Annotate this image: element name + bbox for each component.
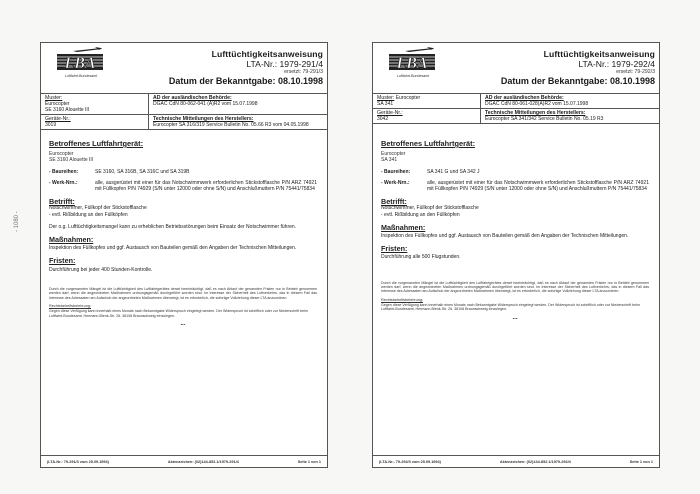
betrifft-line-1: Notschwimmer, Füllkopf der Stickstofflasche	[381, 205, 479, 212]
fristen-text: Durchführung bei jeder 400 Stunden-Kontrolle.	[49, 266, 153, 273]
document-page-right	[372, 42, 660, 468]
muster-cell	[41, 94, 149, 114]
title-block	[169, 49, 323, 86]
document-footer	[373, 455, 659, 467]
document-body	[49, 141, 317, 327]
svg-text:LBA: LBA	[396, 55, 428, 72]
geraete-cell	[41, 115, 149, 129]
fristen-heading: Fristen:	[381, 244, 408, 254]
betrifft-line-2: - evtl. Rißbildung an den Füllköpfen	[381, 211, 460, 218]
lba-logo	[55, 47, 107, 78]
replaces-number: ersetzt: 79-292/3	[616, 69, 655, 75]
tech-label: Technische Mitteilungen des Herstellers:	[153, 116, 254, 122]
replaces-number: ersetzt: 79-291/3	[284, 69, 323, 75]
fristen-text: Durchführung alle 500 Flugstunden.	[381, 254, 461, 261]
baureihen-row	[381, 169, 649, 175]
fristen-heading: Fristen:	[49, 256, 76, 266]
rechtsbehelf-text: Gegen diese Verfügung kann innerhalb eines Monats nach Bekanntgabe Widerspruch eingelegt werden. Der Widerspruch ist schriftlich oder zur Niederschrift beim Luftfahrt-Bundesamt, Hermann-Blenk-Str. 26, 38108 Braunschweig einzulegen.	[381, 303, 640, 312]
muster-model: SE 3160 Alouette III	[45, 107, 90, 113]
footer-previous-lta: (LTA-Nr.: 79-291/3 vom 25.09.1994)	[47, 459, 109, 464]
baureihen-label: - Baureihen:	[381, 168, 411, 175]
muster-label: Muster:	[377, 95, 395, 101]
ad-cell	[481, 94, 659, 108]
document-page-left	[40, 42, 328, 468]
mangel-text: Der o.g. Lufttüchtigkeitsmangel kann zu erheblichen Betriebsstörungen beim Einsatz der Notschwimmer führen.	[49, 223, 297, 230]
betroffenes-heading: Betroffenes Luftfahrtgerät:	[381, 139, 476, 148]
betroffenes-heading: Betroffenes Luftfahrtgerät:	[49, 139, 144, 148]
baureihen-row	[49, 169, 317, 175]
logo-caption: Luftfahrt-Bundesamt	[396, 74, 430, 78]
massnahmen-heading: Maßnahmen:	[381, 222, 426, 232]
ad-value: DGAC CdN 80-062-041 (A)R2 vom 15.07.1998	[153, 101, 258, 107]
ellipsis: ...	[180, 321, 186, 328]
ad-label: AD der ausländischen Behörde:	[485, 95, 564, 101]
footer-reference: Aktenzeichen: (02)144-852.1/1979-292/4	[499, 459, 571, 464]
muster-cell	[373, 94, 481, 108]
info-grid	[41, 93, 327, 130]
logo-caption: Luftfahrt-Bundesamt	[64, 74, 98, 78]
muster-value: Eurocopter	[45, 101, 70, 107]
werknr-label: - Werk-Nrn.:	[49, 179, 78, 186]
legal-notice: Durch die vorgenannten Mängel ist die Lufttüchtigkeit des Luftfahrtgerätes derart beeinträchtigt, daß es nach Ablauf der genannten Fristen nur in Betrieb genommen werden darf, wenn die angeordneten Maßnahmen ordnungsgemäß durchgeführt worden sind. Im Interesse der Sicherheit des Luftverkehrs, das in diesem Fall das Interesse des Adressaten am Aufschub der angeordneten Maßnahmen überwiegt, ist es erforderlich, die sofortige Vollziehung dieser LTA anzuordnen.	[49, 286, 317, 300]
document-header	[373, 43, 659, 93]
tech-cell	[481, 109, 659, 123]
werknr-row	[381, 180, 649, 192]
document-body	[381, 141, 649, 321]
werknr-value: alle, ausgerüstet mit einer für das Notschwimmwerk erforderlichen Stickstofflasche P/N ARZ 74921 mit Füllkopfen P/N 74929 (S/N unter 12000 oder ohne S/N) und Anschlußmuttern P/N 75441/75834	[427, 179, 649, 193]
svg-text:LBA: LBA	[64, 55, 96, 72]
muster-model: SA 341	[377, 101, 394, 107]
werknr-row	[49, 180, 317, 192]
footer-reference: Aktenzeichen: (02)144-852.1/1979-291/4	[167, 459, 239, 464]
lba-logo	[387, 47, 439, 78]
document-title: Lufttüchtigkeitsanweisung	[543, 49, 655, 59]
modell: SE 3160 Alouette III	[49, 157, 94, 164]
baureihen-value: SA 341 G und SA 342 J	[427, 168, 480, 175]
page-side-mark: - 1080 -	[14, 211, 20, 232]
publication-date: Datum der Bekanntgabe: 08.10.1998	[168, 76, 323, 86]
geraete-value: 3042	[377, 116, 389, 122]
modell: SA 341	[381, 157, 398, 164]
info-grid	[373, 93, 659, 124]
massnahmen-text: Inspektion des Füllkopfes und ggf. Austausch von Bauteilen gemäß den Angaben der Technischen Mitteilungen.	[49, 245, 297, 252]
betrifft-line-1: Notschwimmer, Füllkopf der Stickstofflasche	[49, 205, 147, 212]
footer-previous-lta: (LTA-Nr.: 79-292/3 vom 25.09.1994)	[379, 459, 441, 464]
muster-label: Muster:	[45, 95, 63, 101]
tech-value: Eurocopter SA 341/342 Service Bulletin No. 05.19 R3	[485, 116, 604, 122]
document-header	[41, 43, 327, 93]
publication-date: Datum der Bekanntgabe: 08.10.1998	[500, 76, 655, 86]
tech-cell	[149, 115, 327, 129]
hersteller: Eurocopter	[49, 151, 74, 158]
geraete-value: 3019	[45, 122, 57, 128]
footer-page-number: Seite 1 von 1	[629, 459, 653, 464]
hersteller: Eurocopter	[381, 151, 406, 158]
werknr-value: alle, ausgerüstet mit einer für das Notschwimmwerk erforderlichen Stickstofflasche P/N ARZ 74921 mit Füllkopfen P/N 74929 (S/N unter 12000 oder ohne S/N) und Anschlußmuttern P/N 75441/75834	[95, 179, 317, 193]
lta-number: LTA-Nr.: 1979-291/4	[246, 59, 323, 69]
ad-cell	[149, 94, 327, 114]
betrifft-heading: Betrifft:	[381, 197, 407, 207]
muster-value: Eurocopter	[395, 95, 421, 101]
document-title: Lufttüchtigkeitsanweisung	[211, 49, 323, 59]
ad-label: AD der ausländischen Behörde:	[153, 95, 232, 101]
baureihen-value: SE 3160, SA 316B, SA 316C und SA 319B	[95, 168, 190, 175]
rechtsbehelf-label: Rechtsbehelfsbelehrung:	[49, 304, 92, 309]
baureihen-label: - Baureihen:	[49, 168, 79, 175]
ellipsis: ...	[512, 314, 518, 321]
title-block	[501, 49, 655, 86]
tech-value: Eurocopter SA 316/319 Service Bulletin No. 05.66 R3 vom 04.05.1998	[153, 122, 309, 128]
massnahmen-heading: Maßnahmen:	[49, 235, 94, 245]
legal-notice: Durch die vorgenannten Mängel ist die Lufttüchtigkeit des Luftfahrtgerätes derart beeinträchtigt, daß es nach Ablauf der genannten Fristen nur in Betrieb genommen werden darf, wenn die angeordneten Maßnahmen ordnungsgemäß durchgeführt worden sind. Im Interesse der Sicherheit des Luftverkehrs, das in diesem Fall das Interesse des Adressaten am Aufschub der angeordneten Maßnahmen überwiegt, ist es erforderlich, die sofortige Vollziehung dieser LTA anzuordnen.	[381, 280, 649, 294]
footer-page-number: Seite 1 von 1	[297, 459, 321, 464]
geraete-cell	[373, 109, 481, 123]
werknr-label: - Werk-Nrn.:	[381, 179, 410, 186]
document-footer	[41, 455, 327, 467]
ad-value: DGAC CdN 80-061-028(A)R2 vom 15.07.1998	[485, 101, 589, 107]
geraete-label: Geräte-Nr.:	[45, 116, 71, 122]
massnahmen-text: Inspektion des Füllkopfes und ggf. Austausch von Bauteilen gemäß den Angaben der Technischen Mitteilungen.	[381, 233, 629, 240]
betrifft-heading: Betrifft:	[49, 197, 75, 207]
lta-number: LTA-Nr.: 1979-292/4	[578, 59, 655, 69]
geraete-label: Geräte-Nr.:	[377, 110, 403, 116]
betrifft-line-2: - evtl. Rißbildung an den Füllköpfen	[49, 211, 128, 218]
tech-label: Technische Mitteilungen des Herstellers:	[485, 110, 586, 116]
rechtsbehelf-text: Gegen diese Verfügung kann innerhalb eines Monats nach Bekanntgabe Widerspruch eingelegt werden. Der Widerspruch ist schriftlich oder zur Niederschrift beim Luftfahrt-Bundesamt, Hermann-Blenk-Str. 26, 38108 Braunschweig einzulegen.	[49, 309, 308, 318]
rechtsbehelf-label: Rechtsbehelfsbelehrung:	[381, 297, 424, 302]
